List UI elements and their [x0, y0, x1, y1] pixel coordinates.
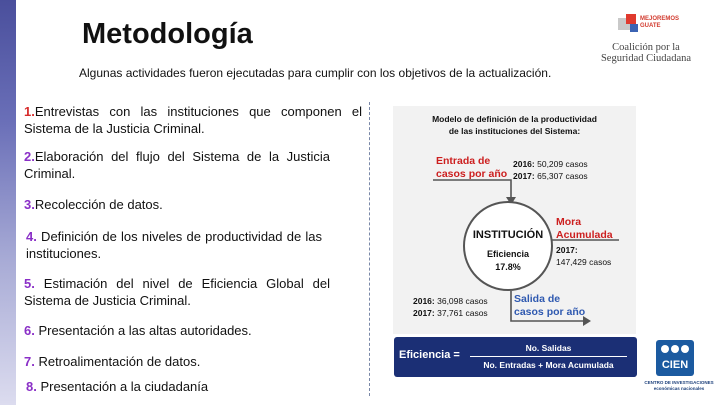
cien-logo: [640, 340, 718, 400]
entrada-stats: 2016: 50,209 casos 2017: 65,307 casos: [513, 159, 588, 181]
step-item-7: [24, 353, 344, 370]
step-item-6: [24, 322, 344, 339]
fraction-bar: [470, 356, 627, 357]
coalicion-name: Coalición por la Seguridad Ciudadana: [600, 42, 692, 64]
mora-label: Mora Acumulada: [556, 216, 613, 241]
salida-stats: 2016: 36,098 casos 2017: 37,761 casos: [413, 296, 488, 318]
cien-word: CIEN: [661, 359, 689, 371]
slide-title: Metodología: [82, 18, 253, 50]
efficiency-value: 17.8%: [495, 262, 521, 272]
formula-numerator: No. Salidas: [525, 343, 572, 353]
step-text: Recolección de datos.: [34, 197, 163, 212]
step-item-4: [26, 228, 322, 262]
entrada-label: Entrada de casos por año: [436, 155, 508, 180]
step-item-8: [26, 378, 346, 395]
step-item-1: [24, 103, 362, 137]
step-text: Estimación del nivel de Eficiencia Global del Sistema de Justicia Criminal.: [24, 276, 330, 308]
step-number: 8.: [26, 379, 37, 394]
step-number: 2.: [24, 149, 35, 164]
formula-denominator: No. Entradas + Mora Acumulada: [483, 360, 614, 370]
step-number: 1.: [24, 104, 35, 119]
slide-subtitle: Algunas actividades fueron ejecutadas para cumplir con los objetivos de la actualización.: [79, 66, 552, 80]
efficiency-formula: [394, 337, 637, 377]
salida-label: Salida de casos por año: [514, 293, 586, 318]
step-number: 4.: [26, 229, 37, 244]
diagram-title: Modelo de definición de la productividad de las instituciones del Sistema:: [432, 114, 597, 136]
step-text: Presentación a las altas autoridades.: [34, 323, 252, 338]
efficiency-label: Eficiencia: [486, 249, 530, 259]
step-number: 3.: [24, 197, 35, 212]
productivity-model-diagram: [393, 106, 636, 334]
cien-mark-icon: [656, 340, 694, 376]
step-text: Retroalimentación de datos.: [34, 354, 201, 369]
step-text: Presentación a la ciudadanía: [36, 379, 209, 394]
coalicion-logo: [596, 14, 696, 70]
step-text: Elaboración del flujo del Sistema de la Justicia Criminal.: [24, 149, 330, 181]
step-number: 6.: [24, 323, 35, 338]
decorative-side-bar: [0, 0, 16, 405]
cien-subtitle: CENTRO DE INVESTIGACIONES económicas nacionales: [644, 380, 714, 391]
step-item-2: [24, 148, 330, 182]
step-text: Entrevistas con las instituciones que componen el Sistema de la Justicia Criminal.: [24, 104, 362, 136]
institution-circle: [463, 201, 553, 291]
step-item-3: [24, 196, 344, 213]
formula-label: Eficiencia =: [399, 349, 460, 361]
step-item-5: [24, 275, 330, 309]
dashed-divider: [369, 102, 370, 396]
institution-label: INSTITUCIÓN: [472, 229, 544, 241]
step-number: 7.: [24, 354, 35, 369]
step-text: Definición de los niveles de productividad de las instituciones.: [26, 229, 322, 261]
coalicion-tagline: MEJOREMOS GUATE: [640, 16, 680, 29]
mora-stats: 2017: 147,429 casos: [556, 245, 612, 267]
entrada-arrow: [433, 180, 511, 201]
step-number: 5.: [24, 276, 35, 291]
